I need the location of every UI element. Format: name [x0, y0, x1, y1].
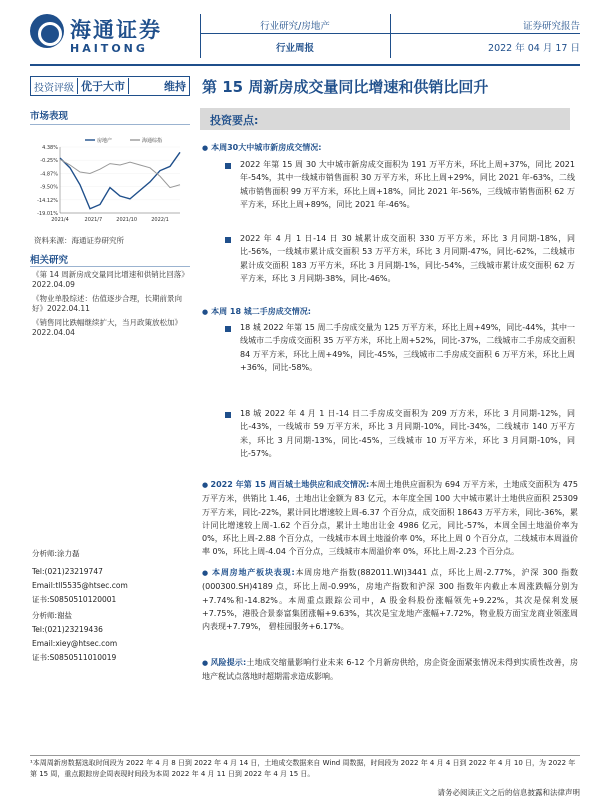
header-bottom-rule	[30, 64, 580, 66]
rating-action: 维持	[164, 80, 186, 93]
market-performance-heading: 市场表现	[30, 111, 69, 122]
sector-performance-lead: 本周房地产板块表现:	[212, 568, 295, 577]
risk-paragraph: ● 风险提示:土地成交缩量影响行业未来 6-12 个月新房供给，房企资金面紧张情况未得到实质性改善，房地产税试点落地时超期需求造成影响。	[202, 658, 578, 682]
bullet-square-icon	[225, 326, 231, 332]
investment-rating-box	[30, 76, 190, 96]
footnote-rule	[30, 755, 580, 756]
x-tick-label: 2021/10	[116, 217, 138, 223]
disclaimer: 请务必阅读正文之后的信息披露和法律声明	[437, 788, 580, 797]
logo-chinese-text: 海通证券	[70, 17, 162, 42]
rating-label: 投资评级	[34, 82, 74, 94]
logo-english-text: HAITONG	[70, 42, 148, 55]
land-supply-body: 本周土地供应面积为 694 万平方米，土地成交面积为 475 万平方米，供销比 1.46，土地出让金额为 83 亿元，本年度全国 100 大中城市累计土地供应面积 25309 万平方米，同比-22%，累计同比增速较上周-6.37 个百分点，成交面积 18643 万平方米，同比-36%，累计同比增速较上周-1.62 个百分点，累计土地出让金 4986 亿元，同比-57%，本周全国土地溢价率为 0%，环比上周-2.88 个百分点，一线城市本周土地溢价率 0%，环比上周 0 个百分点，二线城市本周溢价率 0%，环比上周-4.04 个百分点，三线城市本周溢价率 0%，环比上周-2.23 个百分点。	[202, 480, 578, 557]
report-type: 行业周报	[275, 43, 314, 54]
sidebar-rule	[30, 266, 190, 267]
report-date: 2022 年 04 月 17 日	[488, 43, 580, 54]
paragraph: 18 城 2022 年 4 月 1 日-14 日二手房成交面积为 209 万方米，环比 3 月同期-12%，同比-43%，一线城市 59 万平方米，环比 3 月同期-10%，同比-34%，二线城市 140 万平方米，环比 3 月同期-13%，同比-45%，三线城市 10 万平方米，环比 3 月同期-10%，同比-57%。	[240, 409, 575, 458]
section-heading-second-hand: ● 本周 18 城二手房成交情况:	[202, 306, 578, 317]
paragraph: 2022 年第 15 周 30 大中城市新房成交面积为 191 万平方米，环比上周+37%，同比 2021 年-54%，其中一线城市销售面积 30 万平方米，环比上周+29%，同比 2021 年-63%，二线城市销售面积 99 万平方米，环比上周+18%，同比 2021 年-56%，三线城市销售面积 62 万平方米，环比上周+89%，同比 2021 年-46%。	[240, 160, 575, 209]
report-label: 证券研究报告	[522, 21, 580, 32]
chart-source: 资料来源：海通证券研究所	[34, 236, 124, 245]
analyst-email[interactable]: Email:xiey@htsec.com	[32, 639, 118, 648]
rating-value: 优于大市	[77, 78, 129, 94]
sector-performance-paragraph: ● 本周房地产板块表现:本周房地产指数(882011.WI)3441 点，环比上周-2.77%，沪深 300 指数(000300.SH)4189 点，环比上周-0.99%，房地产指数和沪深 300 指数年内截止本周涨跌幅分别为+7.74%和-14.82%。本周重点跟踪公司中，A 股金科股份涨幅领先+9.22%，其次是保利发展+7.75%，港股合景泰富集团涨幅+9.63%，其次是宝龙地产涨幅+7.72%，物业股方面宝龙商业领涨周内表现+7.79%， 碧桂园服务+6.17%。	[202, 568, 579, 632]
analyst-cert: 证书:S0850510120001	[32, 595, 117, 604]
analyst-name: 分析师:谢盐	[32, 611, 73, 620]
sector-performance-body: 本周房地产指数(882011.WI)3441 点，环比上周-2.77%，沪深 300 指数(000300.SH)4189 点，环比上周-0.99%，房地产指数和沪深 300 指数年内截止本周涨跌幅分别为+7.74%和-14.82%。本周重点跟踪公司中，A 股金科股份涨幅领先+9.22%，其次是保利发展+7.75%，港股合景泰富集团涨幅+9.63%，其次是宝龙地产涨幅+7.72%，物业股方面宝龙商业领涨周内表现+7.79%， 碧桂园服务+6.17%。	[202, 568, 579, 632]
analyst-email[interactable]: Email:tll5535@htsec.com	[32, 581, 128, 590]
analyst-cert: 证书:S0850511010019	[32, 653, 117, 662]
analyst-name: 分析师:涂力磊	[32, 549, 80, 558]
report-title: 第 15 周新房成交量同比增速和供销比回升	[202, 78, 489, 96]
x-tick-label: 2021/7	[84, 217, 103, 223]
related-research-heading: 相关研究	[30, 255, 69, 266]
x-tick-label: 2022/1	[151, 217, 169, 223]
key-points-heading: 投资要点:	[200, 108, 570, 130]
company-logo	[30, 12, 180, 62]
y-tick-label: -0.25%	[40, 158, 58, 165]
paragraph: 2022 年 4 月 1 日-14 日 30 城累计成交面积 330 万平方米，环比 3 月同期-18%，同比-56%，一线城市累计成交面积 53 万平方米，环比 3 月同期-47%，同比-62%，二线城市累计成交面积 183 万平方米，环比 3 月同期-1%，同比-54%，三线城市累计成交面积 62 万平方米，环比 3 月同期-38%，同比-46%。	[240, 234, 575, 283]
logo-emblem-icon	[30, 14, 64, 48]
y-tick-label: 4.38%	[42, 145, 58, 151]
y-tick-label: -14.12%	[37, 197, 58, 204]
section-heading-new-homes: ● 本周30大中城市新房成交情况:	[202, 142, 578, 153]
related-item[interactable]: 《销售同比跌幅继续扩大，当月政策放松加》2022.04.04	[32, 318, 182, 337]
analyst-tel: Tel:(021)23219747	[32, 567, 103, 576]
header-divider	[200, 14, 201, 58]
series-line-real-estate	[60, 152, 180, 208]
sidebar-rule	[30, 124, 190, 125]
y-tick-label: -9.50%	[40, 184, 58, 191]
land-supply-lead: 2022 年第 15 周百城土地供应和成交情况:	[210, 480, 370, 489]
y-tick-label: -19.01%	[37, 211, 58, 217]
header-rule	[200, 33, 580, 34]
land-supply-paragraph: ● 2022 年第 15 周百城土地供应和成交情况:本周土地供应面积为 694 万平方米，土地成交面积为 475 万平方米，供销比 1.46，土地出让金额为 83 亿元，本年度全国 100 大中城市累计土地供应面积 25309 万平方米，同比-22%，累计同比增速较上周-6.37 个百分点，成交面积 18643 万平方米，同比-36%，累计同比增速较上周-1.62 个百分点，累计土地出让金 4986 亿元，同比-57%，本周全国土地溢价率为 0%，环比上周-2.88 个百分点，一线城市本周土地溢价率 0%，环比上周 0 个百分点，二线城市本周溢价率 0%，环比上周-4.04 个百分点，三线城市本周溢价率 0%，环比上周-2.23 个百分点。	[202, 480, 578, 557]
bullet-square-icon	[225, 412, 231, 418]
risk-lead: 风险提示:	[210, 658, 247, 667]
report-category: 行业研究/房地产	[260, 21, 330, 32]
footnote: ¹本周周新房数据选取时间段为 2022 年 4 月 8 日到 2022 年 4 月 14 日，土地成交数据来自 Wind 周数据，时间段为 2022 年 4 月 4 日到 2022 年 4 月 10 日，为 2022 年第 15 周，重点跟踪房企周表现时间段为本周 2022 年 4 月 11 日到 2022 年 4 月 15 日。	[30, 759, 576, 778]
paragraph: 18 城 2022 年第 15 周二手房成交量为 125 万平方米，环比上周+49%，同比-44%，其中一线城市二手房成交面积 35 万平方米，环比上周+52%，同比-37%，二线城市二手房成交面积 84 万平方米，环比上周+49%，同比-45%，三线城市二手房成交面积 6 万平方米，环比上周+36%，同比-58%。	[240, 323, 575, 372]
bullet-square-icon	[225, 237, 231, 243]
risk-body: 土地成交缩量影响行业未来 6-12 个月新房供给，房企资金面紧张情况未得到实质性改善，房地产税试点落地时超期需求造成影响。	[202, 658, 578, 682]
bullet-square-icon	[225, 163, 231, 169]
analyst-tel: Tel:(021)23219436	[32, 625, 103, 634]
x-tick-label: 2021/4	[51, 217, 69, 223]
legend-label: 房地产	[97, 138, 113, 144]
related-item[interactable]: 《物业单股综述：估值逐步合理，长期前景向好》2022.04.11	[32, 294, 182, 313]
market-performance-chart	[30, 135, 190, 230]
y-tick-label: -4.87%	[40, 171, 58, 178]
legend-label: 海通综指	[142, 138, 163, 144]
related-item[interactable]: 《第 14 周新房成交量同比增速和供销比回落》2022.04.09	[32, 270, 189, 289]
header-divider	[390, 14, 391, 58]
